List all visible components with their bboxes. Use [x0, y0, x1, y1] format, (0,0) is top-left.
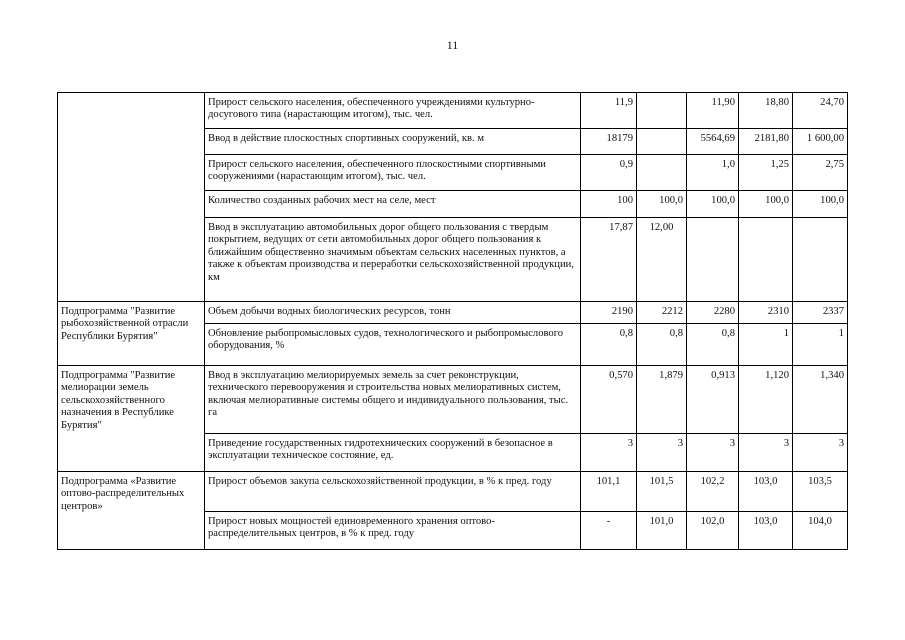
- table-row: [58, 302, 848, 324]
- value-cell: 2190: [581, 302, 637, 324]
- value-cell: 0,913: [687, 366, 739, 434]
- program-cell: Подпрограмма "Развитие рыбохозяйственной отрасли Республики Бурятия": [58, 302, 205, 366]
- indicator-cell: Прирост сельского населения, обеспеченного плоскостными спортивными сооружениями (нарастающим итогом), тыс. чел.: [205, 155, 581, 191]
- value-cell: 17,87: [581, 218, 637, 302]
- value-cell: 101,5: [637, 472, 687, 512]
- value-cell: 100,0: [637, 191, 687, 218]
- value-cell: [793, 218, 848, 302]
- value-cell: 11,90: [687, 93, 739, 129]
- value-cell: 100,0: [793, 191, 848, 218]
- program-cell: [58, 93, 205, 302]
- indicator-cell: Ввод в действие плоскостных спортивных сооружений, кв. м: [205, 129, 581, 155]
- value-cell: 3: [637, 434, 687, 472]
- value-cell: 101,1: [581, 472, 637, 512]
- value-cell: 0,8: [637, 324, 687, 366]
- value-cell: 102,0: [687, 512, 739, 550]
- value-cell: 24,70: [793, 93, 848, 129]
- value-cell: 1: [739, 324, 793, 366]
- indicator-cell: Прирост объемов закупа сельскохозяйственной продукции, в % к пред. году: [205, 472, 581, 512]
- value-cell: 18,80: [739, 93, 793, 129]
- value-cell: -: [581, 512, 637, 550]
- value-cell: 100,0: [739, 191, 793, 218]
- value-cell: 3: [793, 434, 848, 472]
- value-cell: 11,9: [581, 93, 637, 129]
- value-cell: 2212: [637, 302, 687, 324]
- value-cell: 12,00: [637, 218, 687, 302]
- value-cell: 2280: [687, 302, 739, 324]
- value-cell: [637, 155, 687, 191]
- value-cell: 100: [581, 191, 637, 218]
- value-cell: [637, 93, 687, 129]
- value-cell: 1,340: [793, 366, 848, 434]
- value-cell: 2181,80: [739, 129, 793, 155]
- program-cell: Подпрограмма "Развитие мелиорации земель сельскохозяйственного назначения в Республике Бурятия": [58, 366, 205, 472]
- value-cell: 5564,69: [687, 129, 739, 155]
- indicator-cell: Количество созданных рабочих мест на селе, мест: [205, 191, 581, 218]
- indicator-cell: Ввод в эксплуатацию автомобильных дорог общего пользования с твердым покрытием, ведущих от сети автомобильных дорог общего пользования к ближайшим общественно значимым объектам сельских населенных пунктов, а также к объектам производства и переработки сельскохозяйственной продукции, км: [205, 218, 581, 302]
- value-cell: 100,0: [687, 191, 739, 218]
- value-cell: 2310: [739, 302, 793, 324]
- value-cell: 1 600,00: [793, 129, 848, 155]
- value-cell: 2337: [793, 302, 848, 324]
- value-cell: [637, 129, 687, 155]
- indicator-cell: Ввод в эксплуатацию мелиорируемых земель за счет реконструкции, технического перевооружения и строительства новых мелиоративных систем, включая мелиоративные системы общего и индивидуального пользования, тыс. га: [205, 366, 581, 434]
- value-cell: [739, 218, 793, 302]
- value-cell: 101,0: [637, 512, 687, 550]
- indicator-cell: Прирост сельского населения, обеспеченного учреждениями культурно-досугового типа (нарастающим итогом), тыс. чел.: [205, 93, 581, 129]
- value-cell: 0,8: [581, 324, 637, 366]
- value-cell: 0,8: [687, 324, 739, 366]
- value-cell: 103,0: [739, 512, 793, 550]
- table-row: [58, 472, 848, 512]
- indicator-cell: Приведение государственных гидротехнических сооружений в безопасное в эксплуатации техническое состояние, ед.: [205, 434, 581, 472]
- indicator-cell: Объем добычи водных биологических ресурсов, тонн: [205, 302, 581, 324]
- value-cell: 0,570: [581, 366, 637, 434]
- value-cell: 3: [581, 434, 637, 472]
- value-cell: 1,879: [637, 366, 687, 434]
- table-row: [58, 93, 848, 129]
- page-number: 11: [446, 38, 459, 52]
- value-cell: 1,0: [687, 155, 739, 191]
- indicator-cell: Прирост новых мощностей единовременного хранения оптово-распределительных центров, в % к пред. году: [205, 512, 581, 550]
- table-row: [58, 366, 848, 434]
- value-cell: 0,9: [581, 155, 637, 191]
- value-cell: 103,5: [793, 472, 848, 512]
- value-cell: [687, 218, 739, 302]
- indicator-cell: Обновление рыбопромысловых судов, технологического и рыбопромыслового оборудования, %: [205, 324, 581, 366]
- value-cell: 104,0: [793, 512, 848, 550]
- value-cell: 2,75: [793, 155, 848, 191]
- value-cell: 3: [739, 434, 793, 472]
- value-cell: 1: [793, 324, 848, 366]
- value-cell: 1,120: [739, 366, 793, 434]
- value-cell: 103,0: [739, 472, 793, 512]
- indicators-table: [57, 92, 848, 550]
- value-cell: 102,2: [687, 472, 739, 512]
- program-cell: Подпрограмма «Развитие оптово-распределительных центров»: [58, 472, 205, 550]
- value-cell: 1,25: [739, 155, 793, 191]
- value-cell: 3: [687, 434, 739, 472]
- value-cell: 18179: [581, 129, 637, 155]
